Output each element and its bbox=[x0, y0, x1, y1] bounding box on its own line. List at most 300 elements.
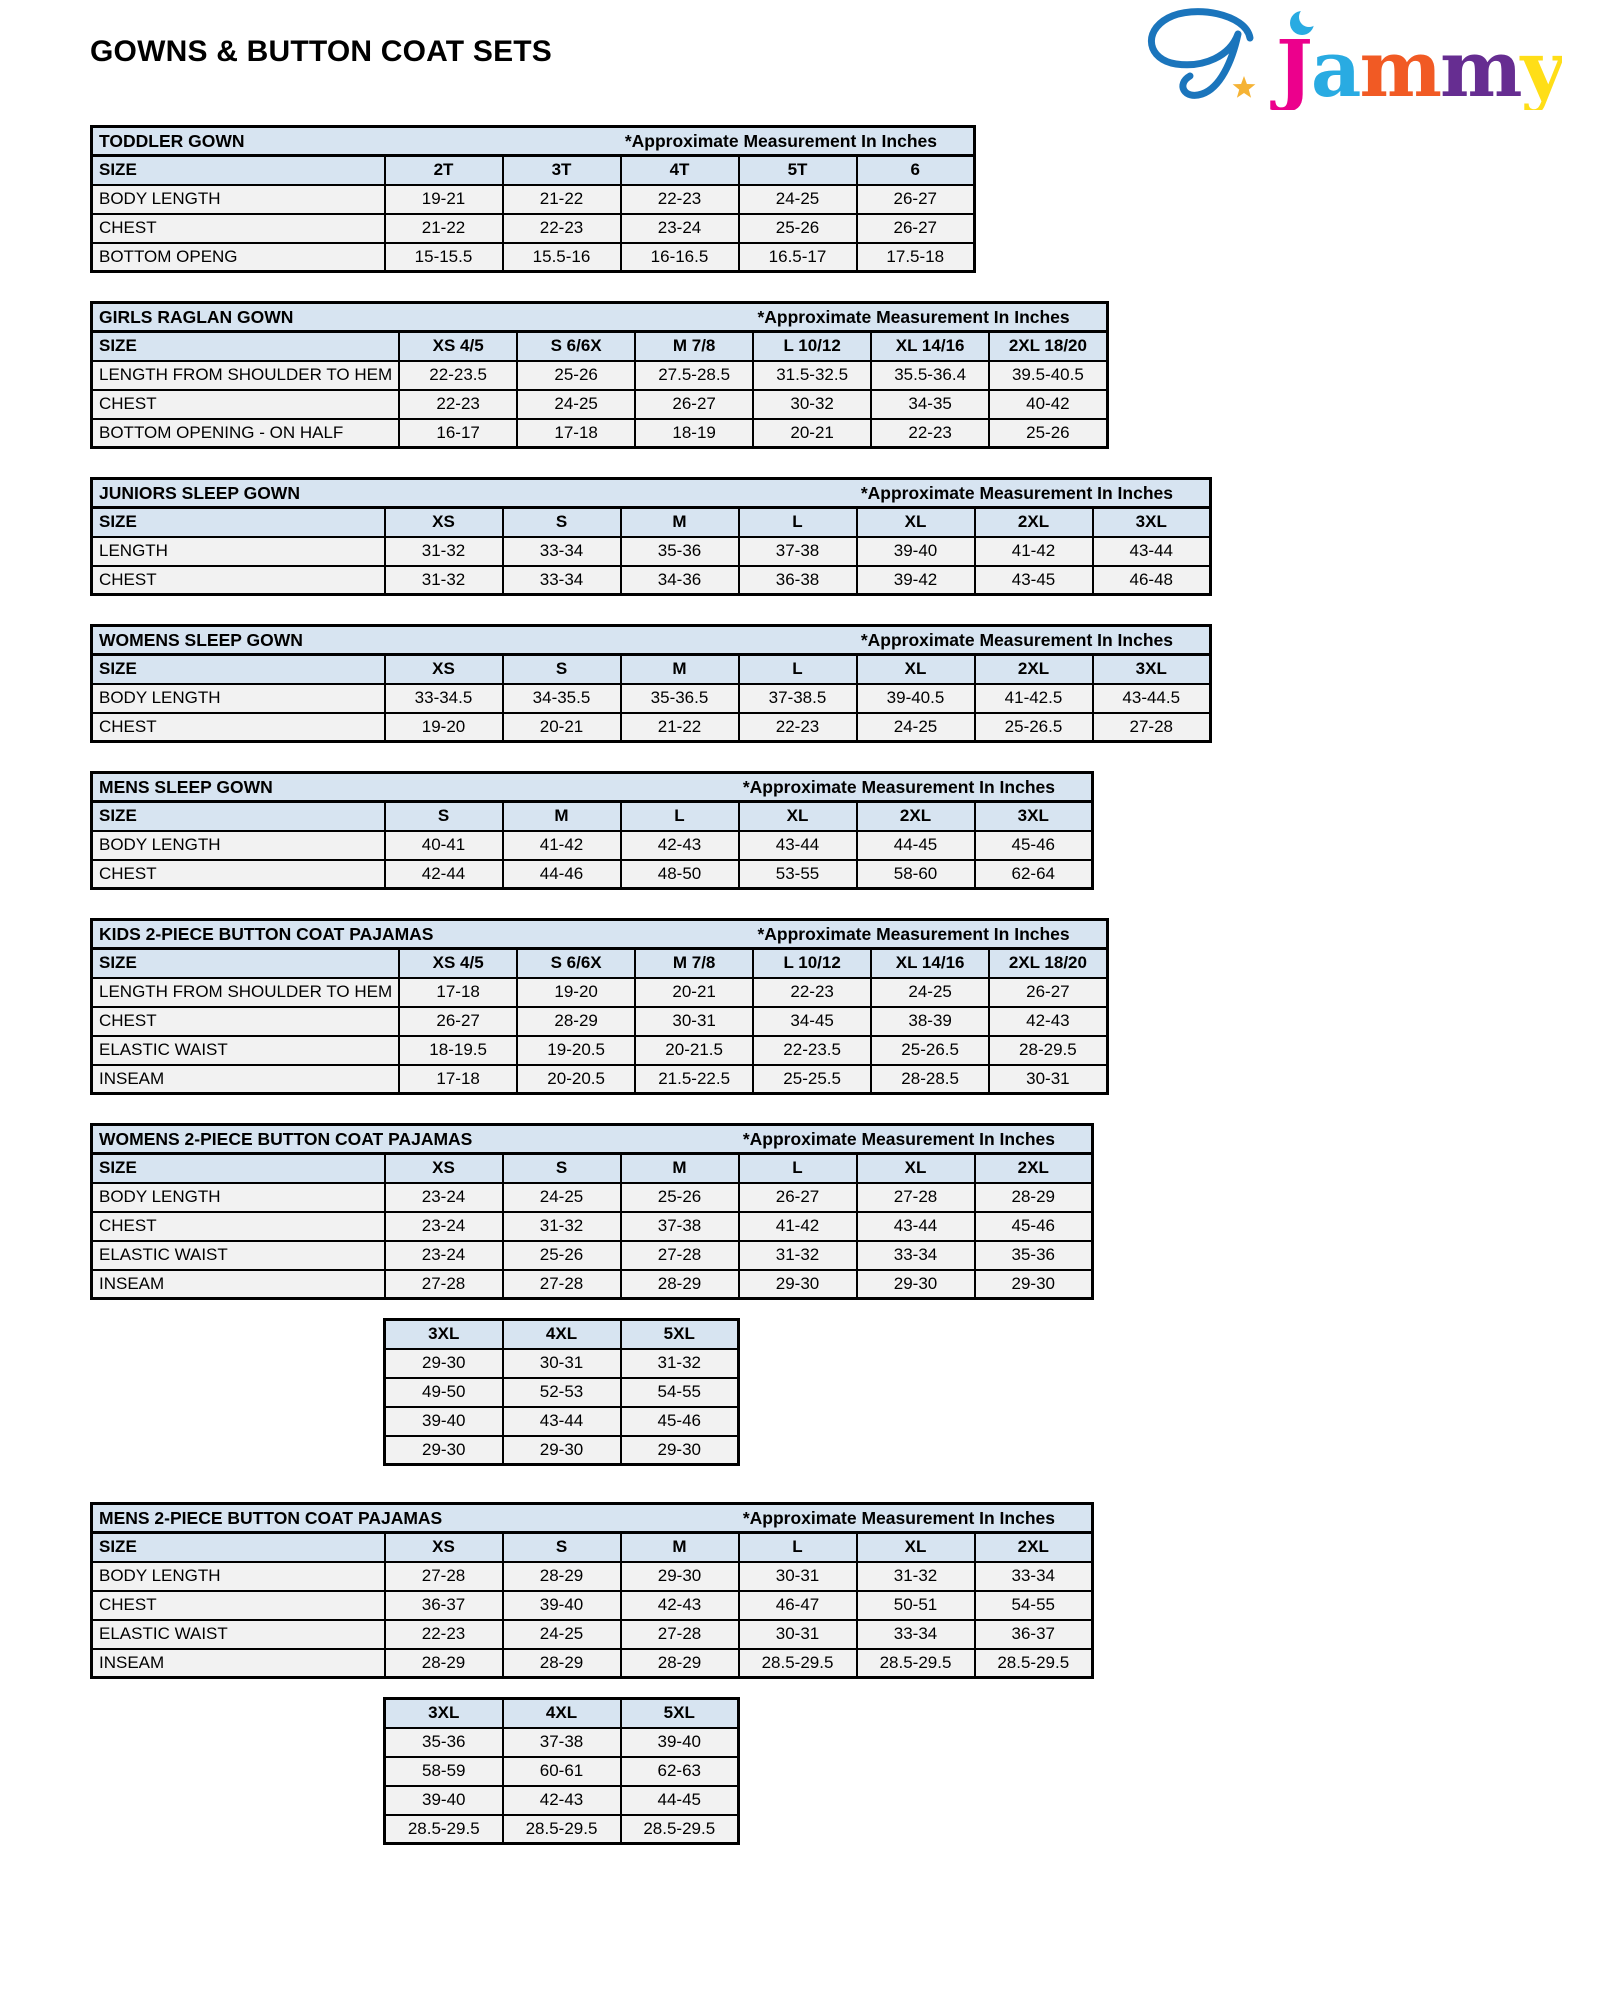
measurement-value: 31-32 bbox=[385, 566, 503, 595]
measurement-value: 27-28 bbox=[385, 1562, 503, 1591]
measurement-row bbox=[92, 390, 1108, 419]
measurement-value: 26-27 bbox=[857, 214, 975, 243]
measurement-value: 16-16.5 bbox=[621, 243, 739, 272]
measurement-row bbox=[92, 1562, 1093, 1591]
size-header-cell: 2XL 18/20 bbox=[989, 949, 1107, 978]
size-header-cell: L bbox=[739, 655, 857, 684]
size-column-header: SIZE bbox=[92, 332, 400, 361]
measurement-value: 24-25 bbox=[739, 185, 857, 214]
measurement-row bbox=[92, 243, 975, 272]
measurement-value: 39-40 bbox=[503, 1591, 621, 1620]
size-header-cell: 6 bbox=[857, 156, 975, 185]
measurement-value: 22-23 bbox=[621, 185, 739, 214]
tables-container bbox=[0, 125, 1600, 1845]
measurement-row bbox=[92, 419, 1108, 448]
row-label: INSEAM bbox=[92, 1270, 385, 1299]
pjammy-logo-svg bbox=[1132, 4, 1562, 110]
measurement-value: 39-40 bbox=[621, 1728, 739, 1757]
measurement-value: 45-46 bbox=[621, 1407, 739, 1436]
measurement-note: *Approximate Measurement In Inches bbox=[742, 776, 1055, 797]
measurement-row bbox=[385, 1728, 739, 1757]
logo-letter: y bbox=[1520, 24, 1562, 110]
measurement-value: 20-21 bbox=[635, 978, 753, 1007]
measurement-value: 40-41 bbox=[385, 831, 503, 860]
size-column-header: SIZE bbox=[92, 655, 385, 684]
logo-letter: m bbox=[1440, 24, 1521, 110]
measurement-row bbox=[92, 1212, 1093, 1241]
measurement-value: 42-43 bbox=[989, 1007, 1107, 1036]
measurement-row bbox=[92, 1065, 1108, 1094]
size-header-cell: L bbox=[739, 1154, 857, 1183]
size-header-cell: 3T bbox=[503, 156, 621, 185]
measurement-row bbox=[92, 361, 1108, 390]
size-header-cell: 3XL bbox=[385, 1320, 503, 1349]
measurement-value: 41-42 bbox=[975, 537, 1093, 566]
size-header-cell: 5XL bbox=[621, 1320, 739, 1349]
row-label: BODY LENGTH bbox=[92, 831, 385, 860]
size-header-row bbox=[92, 949, 1108, 978]
row-label: INSEAM bbox=[92, 1649, 385, 1678]
measurement-row bbox=[92, 1036, 1108, 1065]
measurement-value: 19-21 bbox=[385, 185, 503, 214]
measurement-value: 44-45 bbox=[621, 1786, 739, 1815]
size-header-cell: XL 14/16 bbox=[871, 332, 989, 361]
measurement-row bbox=[92, 1591, 1093, 1620]
measurement-value: 17-18 bbox=[517, 419, 635, 448]
measurement-value: 42-43 bbox=[621, 831, 739, 860]
row-label: LENGTH FROM SHOULDER TO HEM bbox=[92, 361, 400, 390]
measurement-row bbox=[385, 1349, 739, 1378]
measurement-value: 26-27 bbox=[857, 185, 975, 214]
measurement-value: 29-30 bbox=[503, 1436, 621, 1465]
measurement-value: 24-25 bbox=[517, 390, 635, 419]
row-label: BODY LENGTH bbox=[92, 684, 385, 713]
measurement-value: 27-28 bbox=[857, 1183, 975, 1212]
size-header-cell: S 6/6X bbox=[517, 949, 635, 978]
measurement-value: 54-55 bbox=[975, 1591, 1093, 1620]
size-header-cell: XL 14/16 bbox=[871, 949, 989, 978]
size-header-row bbox=[385, 1320, 739, 1349]
size-header-cell: 2XL bbox=[975, 655, 1093, 684]
row-label: CHEST bbox=[92, 566, 385, 595]
measurement-value: 43-44 bbox=[857, 1212, 975, 1241]
measurement-value: 33-34 bbox=[857, 1620, 975, 1649]
measurement-value: 28.5-29.5 bbox=[739, 1649, 857, 1678]
measurement-value: 22-23 bbox=[399, 390, 517, 419]
measurement-value: 21-22 bbox=[503, 185, 621, 214]
size-table bbox=[90, 771, 1094, 890]
measurement-value: 53-55 bbox=[739, 860, 857, 889]
measurement-value: 35-36 bbox=[385, 1728, 503, 1757]
measurement-row bbox=[92, 1241, 1093, 1270]
measurement-value: 24-25 bbox=[871, 978, 989, 1007]
table-title: GIRLS RAGLAN GOWN bbox=[99, 306, 294, 327]
measurement-value: 41-42 bbox=[739, 1212, 857, 1241]
measurement-note: *Approximate Measurement In Inches bbox=[757, 306, 1070, 327]
measurement-value: 58-60 bbox=[857, 860, 975, 889]
measurement-value: 34-35 bbox=[871, 390, 989, 419]
measurement-note: *Approximate Measurement In Inches bbox=[742, 1507, 1055, 1528]
measurement-row bbox=[92, 684, 1211, 713]
size-header-cell: S bbox=[385, 802, 503, 831]
table-title: MENS 2-PIECE BUTTON COAT PAJAMAS bbox=[99, 1507, 443, 1528]
size-header-cell: S 6/6X bbox=[517, 332, 635, 361]
size-header-row bbox=[385, 1699, 739, 1728]
size-header-cell: 2T bbox=[385, 156, 503, 185]
measurement-value: 42-44 bbox=[385, 860, 503, 889]
measurement-value: 25-26 bbox=[503, 1241, 621, 1270]
measurement-value: 26-27 bbox=[399, 1007, 517, 1036]
size-header-cell: M bbox=[621, 1533, 739, 1562]
size-table bbox=[90, 477, 1212, 596]
measurement-value: 15.5-16 bbox=[503, 243, 621, 272]
size-header-cell: S bbox=[503, 508, 621, 537]
measurement-value: 43-45 bbox=[975, 566, 1093, 595]
measurement-row bbox=[92, 566, 1211, 595]
measurement-value: 21-22 bbox=[385, 214, 503, 243]
measurement-value: 15-15.5 bbox=[385, 243, 503, 272]
measurement-row bbox=[385, 1378, 739, 1407]
size-header-cell: 2XL bbox=[975, 508, 1093, 537]
measurement-row bbox=[92, 713, 1211, 742]
measurement-value: 18-19.5 bbox=[399, 1036, 517, 1065]
row-label: ELASTIC WAIST bbox=[92, 1620, 385, 1649]
measurement-value: 30-31 bbox=[739, 1620, 857, 1649]
measurement-value: 42-43 bbox=[621, 1591, 739, 1620]
measurement-value: 23-24 bbox=[621, 214, 739, 243]
table-header-row bbox=[92, 1125, 1093, 1154]
size-header-cell: L bbox=[739, 1533, 857, 1562]
size-header-cell: 5XL bbox=[621, 1699, 739, 1728]
measurement-value: 22-23 bbox=[739, 713, 857, 742]
measurement-row bbox=[92, 1007, 1108, 1036]
measurement-row bbox=[92, 1649, 1093, 1678]
measurement-value: 58-59 bbox=[385, 1757, 503, 1786]
size-header-row bbox=[92, 332, 1108, 361]
size-header-cell: M 7/8 bbox=[635, 949, 753, 978]
measurement-value: 34-36 bbox=[621, 566, 739, 595]
measurement-value: 33-34 bbox=[857, 1241, 975, 1270]
measurement-value: 39.5-40.5 bbox=[989, 361, 1107, 390]
size-header-cell: 4T bbox=[621, 156, 739, 185]
size-header-cell: XL bbox=[739, 802, 857, 831]
table-header-row bbox=[92, 127, 975, 156]
star-icon bbox=[1233, 76, 1256, 98]
measurement-value: 20-21 bbox=[753, 419, 871, 448]
size-header-row bbox=[92, 508, 1211, 537]
measurement-value: 43-44.5 bbox=[1093, 684, 1211, 713]
measurement-value: 52-53 bbox=[503, 1378, 621, 1407]
measurement-value: 20-20.5 bbox=[517, 1065, 635, 1094]
size-header-cell: 2XL 18/20 bbox=[989, 332, 1107, 361]
measurement-value: 17-18 bbox=[399, 978, 517, 1007]
measurement-value: 26-27 bbox=[739, 1183, 857, 1212]
size-header-cell: L 10/12 bbox=[753, 949, 871, 978]
size-header-cell: S bbox=[503, 1533, 621, 1562]
measurement-value: 20-21.5 bbox=[635, 1036, 753, 1065]
measurement-value: 34-35.5 bbox=[503, 684, 621, 713]
measurement-value: 39-40.5 bbox=[857, 684, 975, 713]
size-header-cell: M 7/8 bbox=[635, 332, 753, 361]
row-label: LENGTH bbox=[92, 537, 385, 566]
size-header-cell: 2XL bbox=[975, 1154, 1093, 1183]
row-label: BOTTOM OPENG bbox=[92, 243, 385, 272]
measurement-value: 16.5-17 bbox=[739, 243, 857, 272]
row-label: CHEST bbox=[92, 214, 385, 243]
size-header-cell: S bbox=[503, 655, 621, 684]
size-header-cell: XS bbox=[385, 655, 503, 684]
table-header-row bbox=[92, 626, 1211, 655]
measurement-value: 25-26 bbox=[989, 419, 1107, 448]
size-header-cell: XS bbox=[385, 1533, 503, 1562]
row-label: CHEST bbox=[92, 1212, 385, 1241]
measurement-value: 45-46 bbox=[975, 1212, 1093, 1241]
size-header-cell: 5T bbox=[739, 156, 857, 185]
measurement-value: 46-47 bbox=[739, 1591, 857, 1620]
table-header-row bbox=[92, 303, 1108, 332]
size-table bbox=[90, 125, 976, 273]
measurement-value: 28.5-29.5 bbox=[975, 1649, 1093, 1678]
measurement-value: 35-36 bbox=[975, 1241, 1093, 1270]
measurement-row bbox=[385, 1786, 739, 1815]
measurement-value: 28.5-29.5 bbox=[385, 1815, 503, 1844]
size-column-header: SIZE bbox=[92, 802, 385, 831]
size-header-cell: L bbox=[739, 508, 857, 537]
measurement-value: 30-31 bbox=[739, 1562, 857, 1591]
size-header-cell: XS 4/5 bbox=[399, 332, 517, 361]
measurement-value: 45-46 bbox=[975, 831, 1093, 860]
measurement-value: 33-34 bbox=[975, 1562, 1093, 1591]
measurement-value: 19-20.5 bbox=[517, 1036, 635, 1065]
measurement-value: 25-26.5 bbox=[975, 713, 1093, 742]
size-column-header: SIZE bbox=[92, 1533, 385, 1562]
page-title: GOWNS & BUTTON COAT SETS bbox=[90, 35, 553, 68]
measurement-value: 43-44 bbox=[739, 831, 857, 860]
measurement-value: 30-31 bbox=[635, 1007, 753, 1036]
size-header-cell: 4XL bbox=[503, 1320, 621, 1349]
size-table bbox=[90, 918, 1109, 1095]
size-header-cell: XS 4/5 bbox=[399, 949, 517, 978]
measurement-row bbox=[385, 1757, 739, 1786]
table-header-row bbox=[92, 479, 1211, 508]
measurement-value: 62-63 bbox=[621, 1757, 739, 1786]
measurement-value: 39-42 bbox=[857, 566, 975, 595]
pjammy-logo bbox=[1132, 4, 1562, 110]
measurement-value: 33-34.5 bbox=[385, 684, 503, 713]
size-table bbox=[90, 624, 1212, 743]
measurement-value: 23-24 bbox=[385, 1241, 503, 1270]
size-header-cell: 3XL bbox=[975, 802, 1093, 831]
table-title: KIDS 2-PIECE BUTTON COAT PAJAMAS bbox=[99, 923, 434, 944]
measurement-value: 29-30 bbox=[975, 1270, 1093, 1299]
size-header-row bbox=[92, 1533, 1093, 1562]
measurement-note: *Approximate Measurement In Inches bbox=[624, 130, 937, 151]
measurement-note: *Approximate Measurement In Inches bbox=[860, 482, 1173, 503]
measurement-value: 24-25 bbox=[503, 1620, 621, 1649]
size-header-cell: XL bbox=[857, 508, 975, 537]
measurement-value: 28-29 bbox=[503, 1562, 621, 1591]
size-header-row bbox=[92, 655, 1211, 684]
measurement-value: 28-29 bbox=[517, 1007, 635, 1036]
measurement-value: 37-38 bbox=[621, 1212, 739, 1241]
measurement-value: 39-40 bbox=[857, 537, 975, 566]
measurement-value: 16-17 bbox=[399, 419, 517, 448]
size-header-cell: 3XL bbox=[1093, 655, 1211, 684]
size-header-cell: L bbox=[621, 802, 739, 831]
measurement-value: 21.5-22.5 bbox=[635, 1065, 753, 1094]
measurement-value: 42-43 bbox=[503, 1786, 621, 1815]
row-label: LENGTH FROM SHOULDER TO HEM bbox=[92, 978, 400, 1007]
measurement-value: 22-23 bbox=[385, 1620, 503, 1649]
row-label: BODY LENGTH bbox=[92, 1562, 385, 1591]
measurement-value: 41-42.5 bbox=[975, 684, 1093, 713]
measurement-value: 31.5-32.5 bbox=[753, 361, 871, 390]
measurement-value: 48-50 bbox=[621, 860, 739, 889]
size-table bbox=[90, 1123, 1094, 1300]
size-header-cell: 2XL bbox=[975, 1533, 1093, 1562]
measurement-value: 27-28 bbox=[1093, 713, 1211, 742]
logo-wordmark bbox=[1270, 24, 1562, 110]
measurement-value: 31-32 bbox=[739, 1241, 857, 1270]
size-header-cell: S bbox=[503, 1154, 621, 1183]
measurement-value: 24-25 bbox=[503, 1183, 621, 1212]
measurement-value: 28-29 bbox=[621, 1270, 739, 1299]
measurement-value: 29-30 bbox=[857, 1270, 975, 1299]
measurement-value: 29-30 bbox=[385, 1436, 503, 1465]
measurement-row bbox=[92, 537, 1211, 566]
measurement-value: 28-29 bbox=[621, 1649, 739, 1678]
measurement-value: 27-28 bbox=[503, 1270, 621, 1299]
measurement-row bbox=[92, 831, 1093, 860]
size-header-row bbox=[92, 1154, 1093, 1183]
measurement-row bbox=[385, 1436, 739, 1465]
measurement-value: 35-36.5 bbox=[621, 684, 739, 713]
size-header-cell: XS bbox=[385, 1154, 503, 1183]
row-label: CHEST bbox=[92, 1007, 400, 1036]
measurement-value: 31-32 bbox=[621, 1349, 739, 1378]
size-table bbox=[90, 1502, 1094, 1679]
extension-size-table bbox=[383, 1318, 740, 1466]
size-header-cell: L 10/12 bbox=[753, 332, 871, 361]
measurement-row bbox=[92, 1620, 1093, 1649]
measurement-value: 50-51 bbox=[857, 1591, 975, 1620]
row-label: BOTTOM OPENING - ON HALF bbox=[92, 419, 400, 448]
measurement-value: 30-32 bbox=[753, 390, 871, 419]
measurement-value: 33-34 bbox=[503, 537, 621, 566]
measurement-value: 29-30 bbox=[621, 1436, 739, 1465]
measurement-value: 43-44 bbox=[1093, 537, 1211, 566]
table-title: WOMENS 2-PIECE BUTTON COAT PAJAMAS bbox=[99, 1128, 473, 1149]
row-label: BODY LENGTH bbox=[92, 1183, 385, 1212]
row-label: ELASTIC WAIST bbox=[92, 1036, 400, 1065]
row-label: CHEST bbox=[92, 1591, 385, 1620]
measurement-value: 44-46 bbox=[503, 860, 621, 889]
measurement-value: 41-42 bbox=[503, 831, 621, 860]
measurement-value: 35.5-36.4 bbox=[871, 361, 989, 390]
measurement-value: 31-32 bbox=[385, 537, 503, 566]
logo-letter: m bbox=[1359, 24, 1440, 110]
measurement-value: 22-23 bbox=[753, 978, 871, 1007]
measurement-value: 27.5-28.5 bbox=[635, 361, 753, 390]
size-header-cell: M bbox=[621, 508, 739, 537]
measurement-value: 37-38 bbox=[503, 1728, 621, 1757]
size-header-cell: 4XL bbox=[503, 1699, 621, 1728]
measurement-value: 17.5-18 bbox=[857, 243, 975, 272]
measurement-row bbox=[92, 214, 975, 243]
size-column-header: SIZE bbox=[92, 508, 385, 537]
size-column-header: SIZE bbox=[92, 949, 400, 978]
size-header-cell: M bbox=[621, 1154, 739, 1183]
measurement-value: 40-42 bbox=[989, 390, 1107, 419]
measurement-value: 29-30 bbox=[385, 1349, 503, 1378]
row-label: BODY LENGTH bbox=[92, 185, 385, 214]
measurement-note: *Approximate Measurement In Inches bbox=[860, 629, 1173, 650]
measurement-value: 39-40 bbox=[385, 1407, 503, 1436]
size-header-row bbox=[92, 156, 975, 185]
measurement-value: 28.5-29.5 bbox=[503, 1815, 621, 1844]
measurement-value: 28.5-29.5 bbox=[621, 1815, 739, 1844]
measurement-value: 25-26 bbox=[621, 1183, 739, 1212]
row-label: INSEAM bbox=[92, 1065, 400, 1094]
measurement-value: 24-25 bbox=[857, 713, 975, 742]
table-title: MENS SLEEP GOWN bbox=[99, 776, 273, 797]
measurement-value: 30-31 bbox=[989, 1065, 1107, 1094]
measurement-value: 31-32 bbox=[857, 1562, 975, 1591]
measurement-row bbox=[92, 1183, 1093, 1212]
measurement-value: 27-28 bbox=[385, 1270, 503, 1299]
measurement-value: 31-32 bbox=[503, 1212, 621, 1241]
measurement-value: 39-40 bbox=[385, 1786, 503, 1815]
size-header-cell: XS bbox=[385, 508, 503, 537]
size-header-cell: XL bbox=[857, 1533, 975, 1562]
measurement-value: 22-23.5 bbox=[399, 361, 517, 390]
measurement-value: 35-36 bbox=[621, 537, 739, 566]
logo-letter: J bbox=[1276, 24, 1311, 110]
measurement-value: 29-30 bbox=[621, 1562, 739, 1591]
row-label: CHEST bbox=[92, 390, 400, 419]
measurement-value: 44-45 bbox=[857, 831, 975, 860]
measurement-value: 36-38 bbox=[739, 566, 857, 595]
measurement-value: 26-27 bbox=[989, 978, 1107, 1007]
measurement-value: 19-20 bbox=[385, 713, 503, 742]
measurement-value: 28-29 bbox=[975, 1183, 1093, 1212]
table-header-row bbox=[92, 773, 1093, 802]
measurement-value: 34-45 bbox=[753, 1007, 871, 1036]
table-header-row bbox=[92, 1504, 1093, 1533]
measurement-value: 43-44 bbox=[503, 1407, 621, 1436]
logo-letter: a bbox=[1310, 24, 1360, 110]
measurement-value: 27-28 bbox=[621, 1620, 739, 1649]
measurement-value: 17-18 bbox=[399, 1065, 517, 1094]
measurement-value: 60-61 bbox=[503, 1757, 621, 1786]
measurement-value: 25-26 bbox=[517, 361, 635, 390]
row-label: CHEST bbox=[92, 713, 385, 742]
measurement-note: *Approximate Measurement In Inches bbox=[757, 923, 1070, 944]
measurement-value: 25-26.5 bbox=[871, 1036, 989, 1065]
measurement-value: 22-23 bbox=[871, 419, 989, 448]
table-title: WOMENS SLEEP GOWN bbox=[99, 629, 303, 650]
table-header-row bbox=[92, 920, 1108, 949]
measurement-row bbox=[385, 1407, 739, 1436]
measurement-value: 36-37 bbox=[385, 1591, 503, 1620]
measurement-value: 25-26 bbox=[739, 214, 857, 243]
measurement-value: 22-23.5 bbox=[753, 1036, 871, 1065]
size-header-cell: XL bbox=[857, 1154, 975, 1183]
size-table bbox=[90, 301, 1109, 449]
size-column-header: SIZE bbox=[92, 156, 385, 185]
table-title: TODDLER GOWN bbox=[99, 130, 245, 151]
measurement-row bbox=[92, 185, 975, 214]
